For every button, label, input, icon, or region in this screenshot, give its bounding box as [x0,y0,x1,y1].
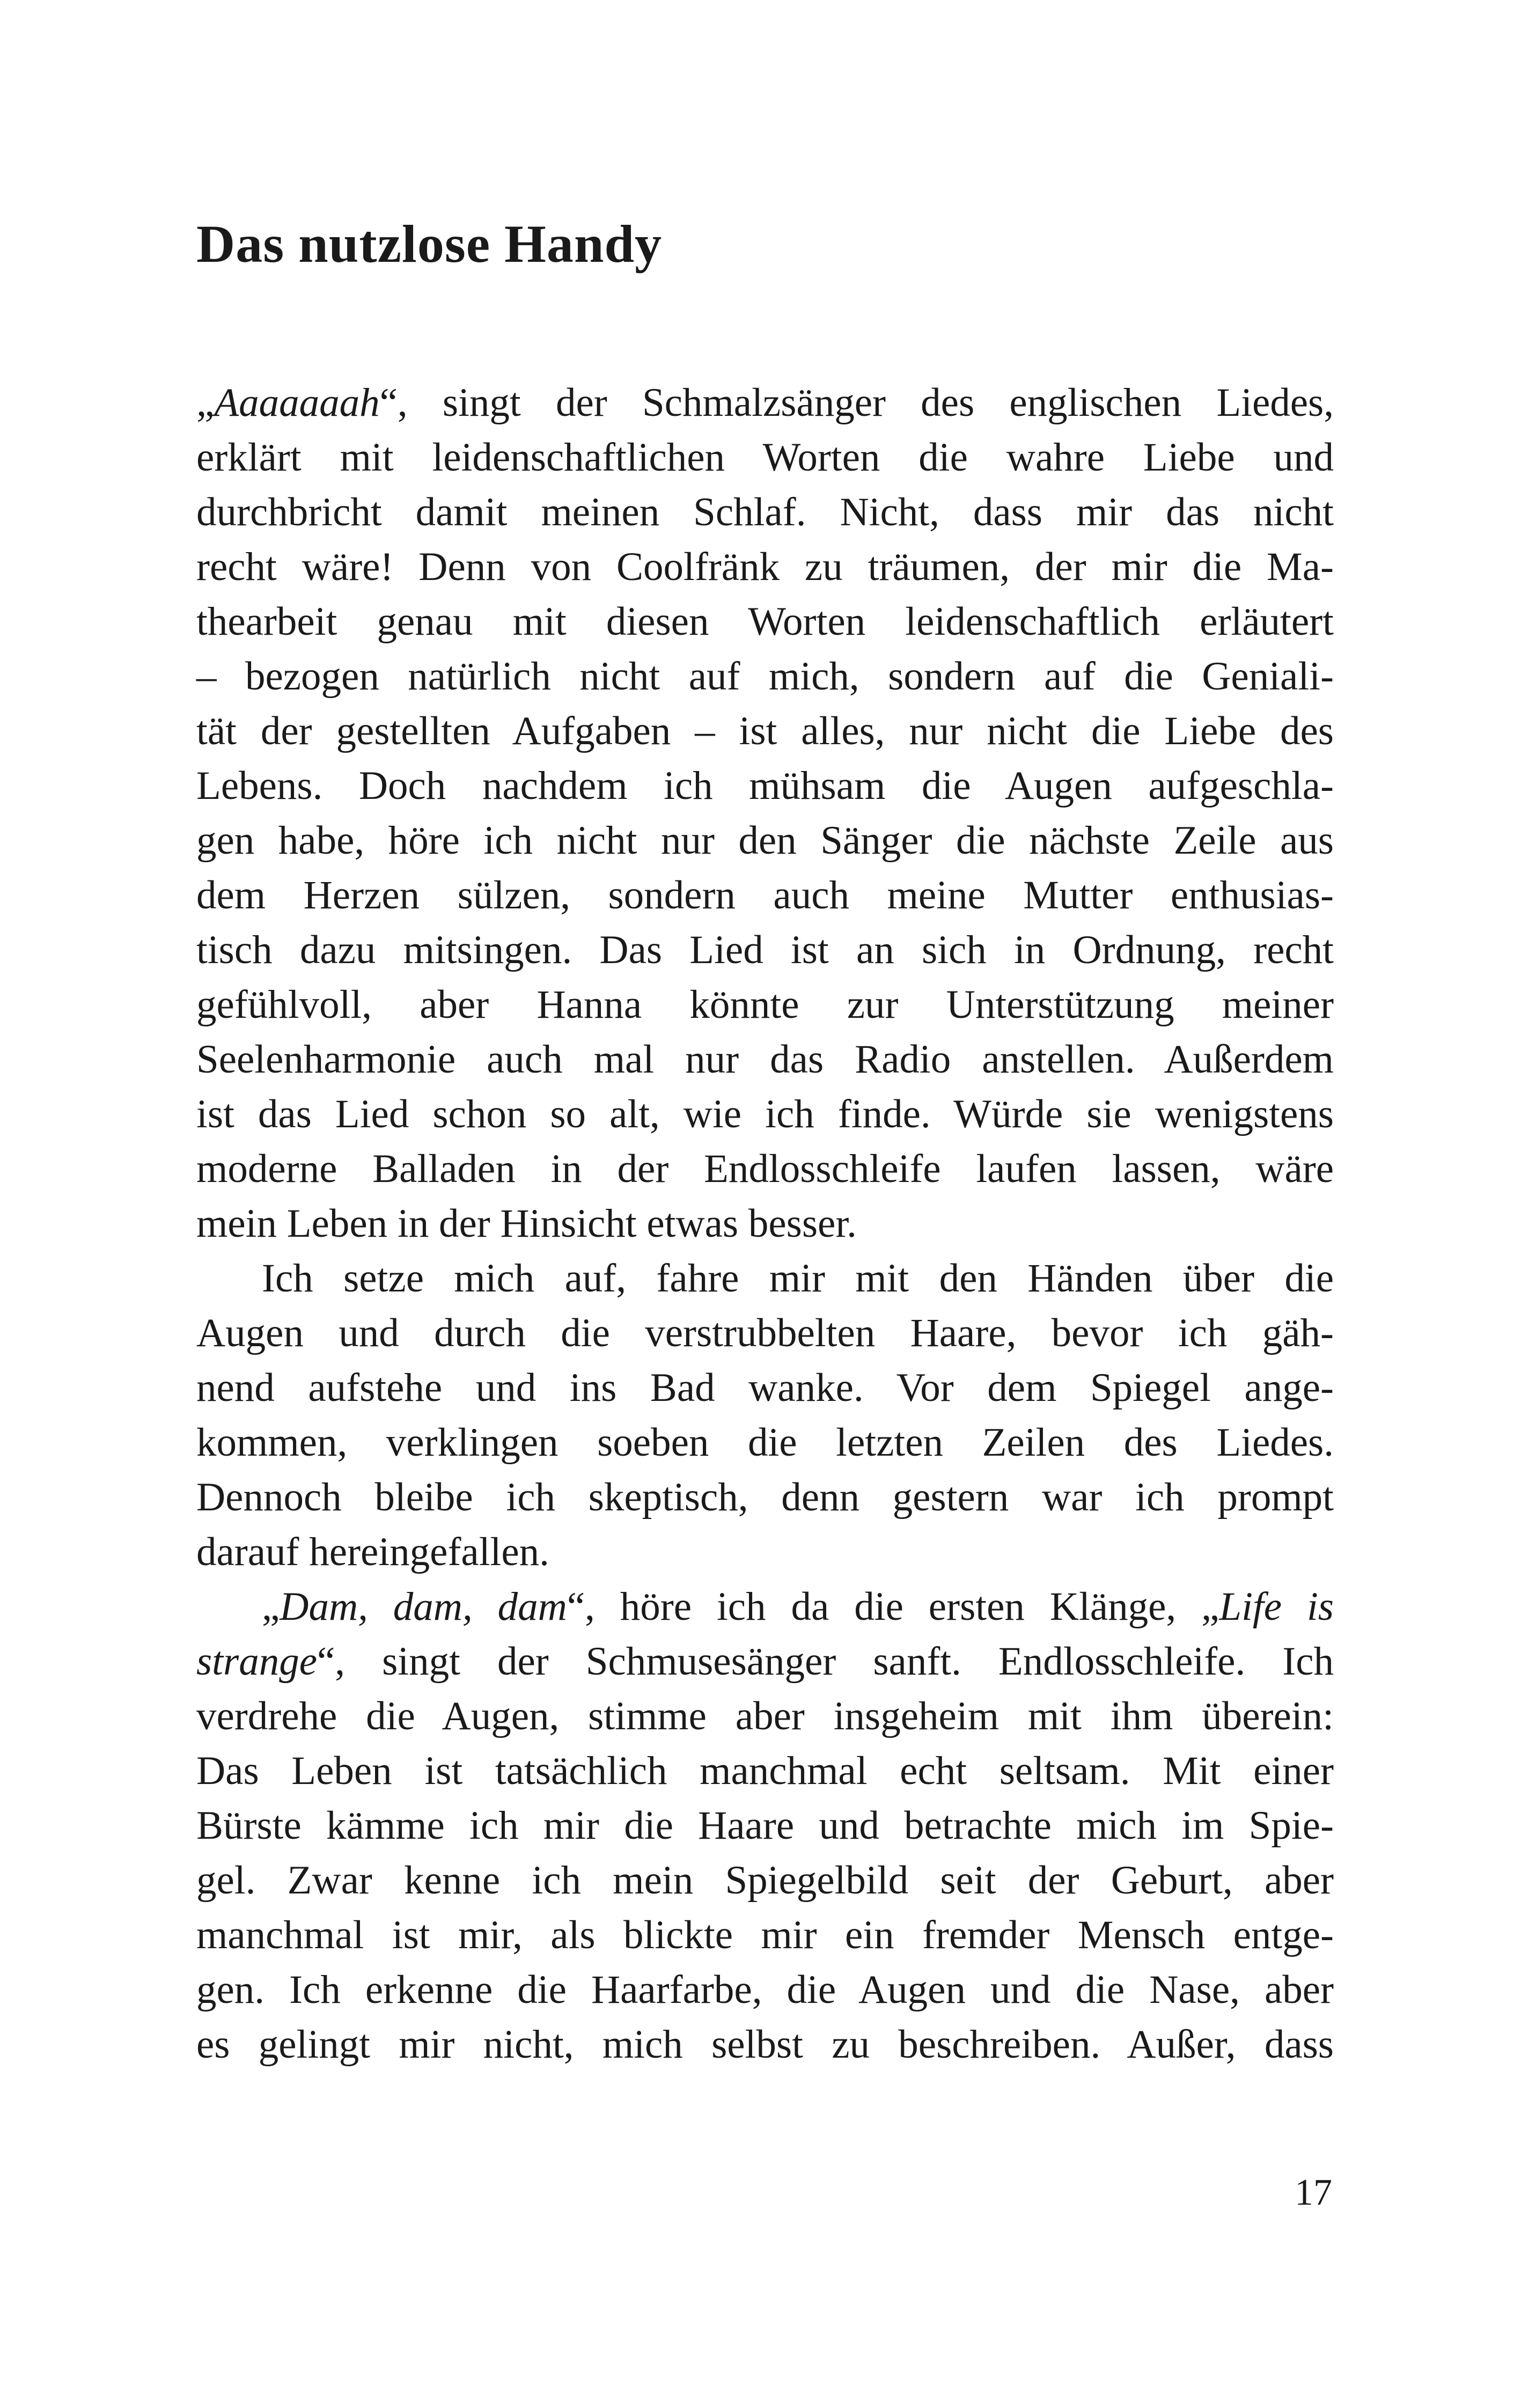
text-line: nend aufstehe und ins Bad wanke. Vor dem Spiegel ange- [196,1365,1334,1410]
text-line: recht wäre! Denn von Coolfränk zu träumen, der mir die Ma- [196,545,1334,589]
paragraph-1 [196,376,1334,1251]
text-line: moderne Balladen in der Endlosschleife laufen lassen, wäre [196,1147,1334,1191]
text-line: Bürste kämme ich mir die Haare und betrachte mich im Spie- [196,1803,1334,1848]
paragraph-2 [196,1251,1334,1580]
text-line: „Aaaaaaah“, singt der Schmalzsänger des englischen Liedes, [196,380,1334,425]
text-line: Ich setze mich auf, fahre mir mit den Händen über die [262,1256,1334,1301]
text-line: darauf hereingefallen. [196,1530,549,1574]
italic-phrase: Aaaaaaah [214,380,380,425]
text-line: Augen und durch die verstrubbelten Haare, bevor ich gäh- [196,1311,1334,1355]
text-line: mein Leben in der Hinsicht etwas besser. [196,1201,857,1246]
italic-phrase: strange [196,1639,317,1684]
text-line: tisch dazu mitsingen. Das Lied ist an sich in Ordnung, recht [196,928,1334,972]
text-line: gefühlvoll, aber Hanna könnte zur Unterstützung meiner [196,982,1334,1027]
text-line: strange“, singt der Schmusesänger sanft. Endlosschleife. Ich [196,1639,1334,1684]
text-line: durchbricht damit meinen Schlaf. Nicht, dass mir das nicht [196,490,1334,534]
italic-phrase: Dam, dam, dam [280,1584,567,1629]
text-line: – bezogen natürlich nicht auf mich, sondern auf die Geniali- [196,654,1334,699]
text-line: Dennoch bleibe ich skeptisch, denn gestern war ich prompt [196,1475,1334,1519]
text-line: Seelenharmonie auch mal nur das Radio anstellen. Außerdem [196,1037,1334,1082]
chapter-title: Das nutzlose Handy [196,214,663,274]
body-text [196,376,1334,2072]
text-line: tät der gestellten Aufgaben – ist alles, nur nicht die Liebe des [196,709,1334,753]
page-number: 17 [1295,2172,1332,2213]
paragraph-3 [196,1580,1334,2072]
text-line: kommen, verklingen soeben die letzten Zeilen des Liedes. [196,1420,1334,1465]
text-line: „Dam, dam, dam“, höre ich da die ersten Klänge, „Life is [262,1584,1334,1629]
text-line: gen habe, höre ich nicht nur den Sänger die nächste Zeile aus [196,818,1334,863]
italic-phrase: Life is [1219,1584,1334,1629]
text-line: verdrehe die Augen, stimme aber insgeheim mit ihm überein: [196,1694,1334,1738]
text-line: gen. Ich erkenne die Haarfarbe, die Augen und die Nase, aber [196,1967,1334,2012]
text-line: es gelingt mir nicht, mich selbst zu beschreiben. Außer, dass [196,2022,1334,2067]
text-line: ist das Lied schon so alt, wie ich finde. Würde sie wenigstens [196,1092,1334,1136]
text-line: dem Herzen sülzen, sondern auch meine Mutter enthusias- [196,873,1334,917]
text-line: erklärt mit leidenschaftlichen Worten die wahre Liebe und [196,435,1334,480]
text-line: manchmal ist mir, als blickte mir ein fremder Mensch entge- [196,1913,1334,1957]
text-line: Lebens. Doch nachdem ich mühsam die Augen aufgeschla- [196,763,1334,808]
text-line: gel. Zwar kenne ich mein Spiegelbild seit der Geburt, aber [196,1858,1334,1903]
text-line: thearbeit genau mit diesen Worten leidenschaftlich erläutert [196,599,1334,644]
text-line: Das Leben ist tatsächlich manchmal echt seltsam. Mit einer [196,1749,1334,1793]
